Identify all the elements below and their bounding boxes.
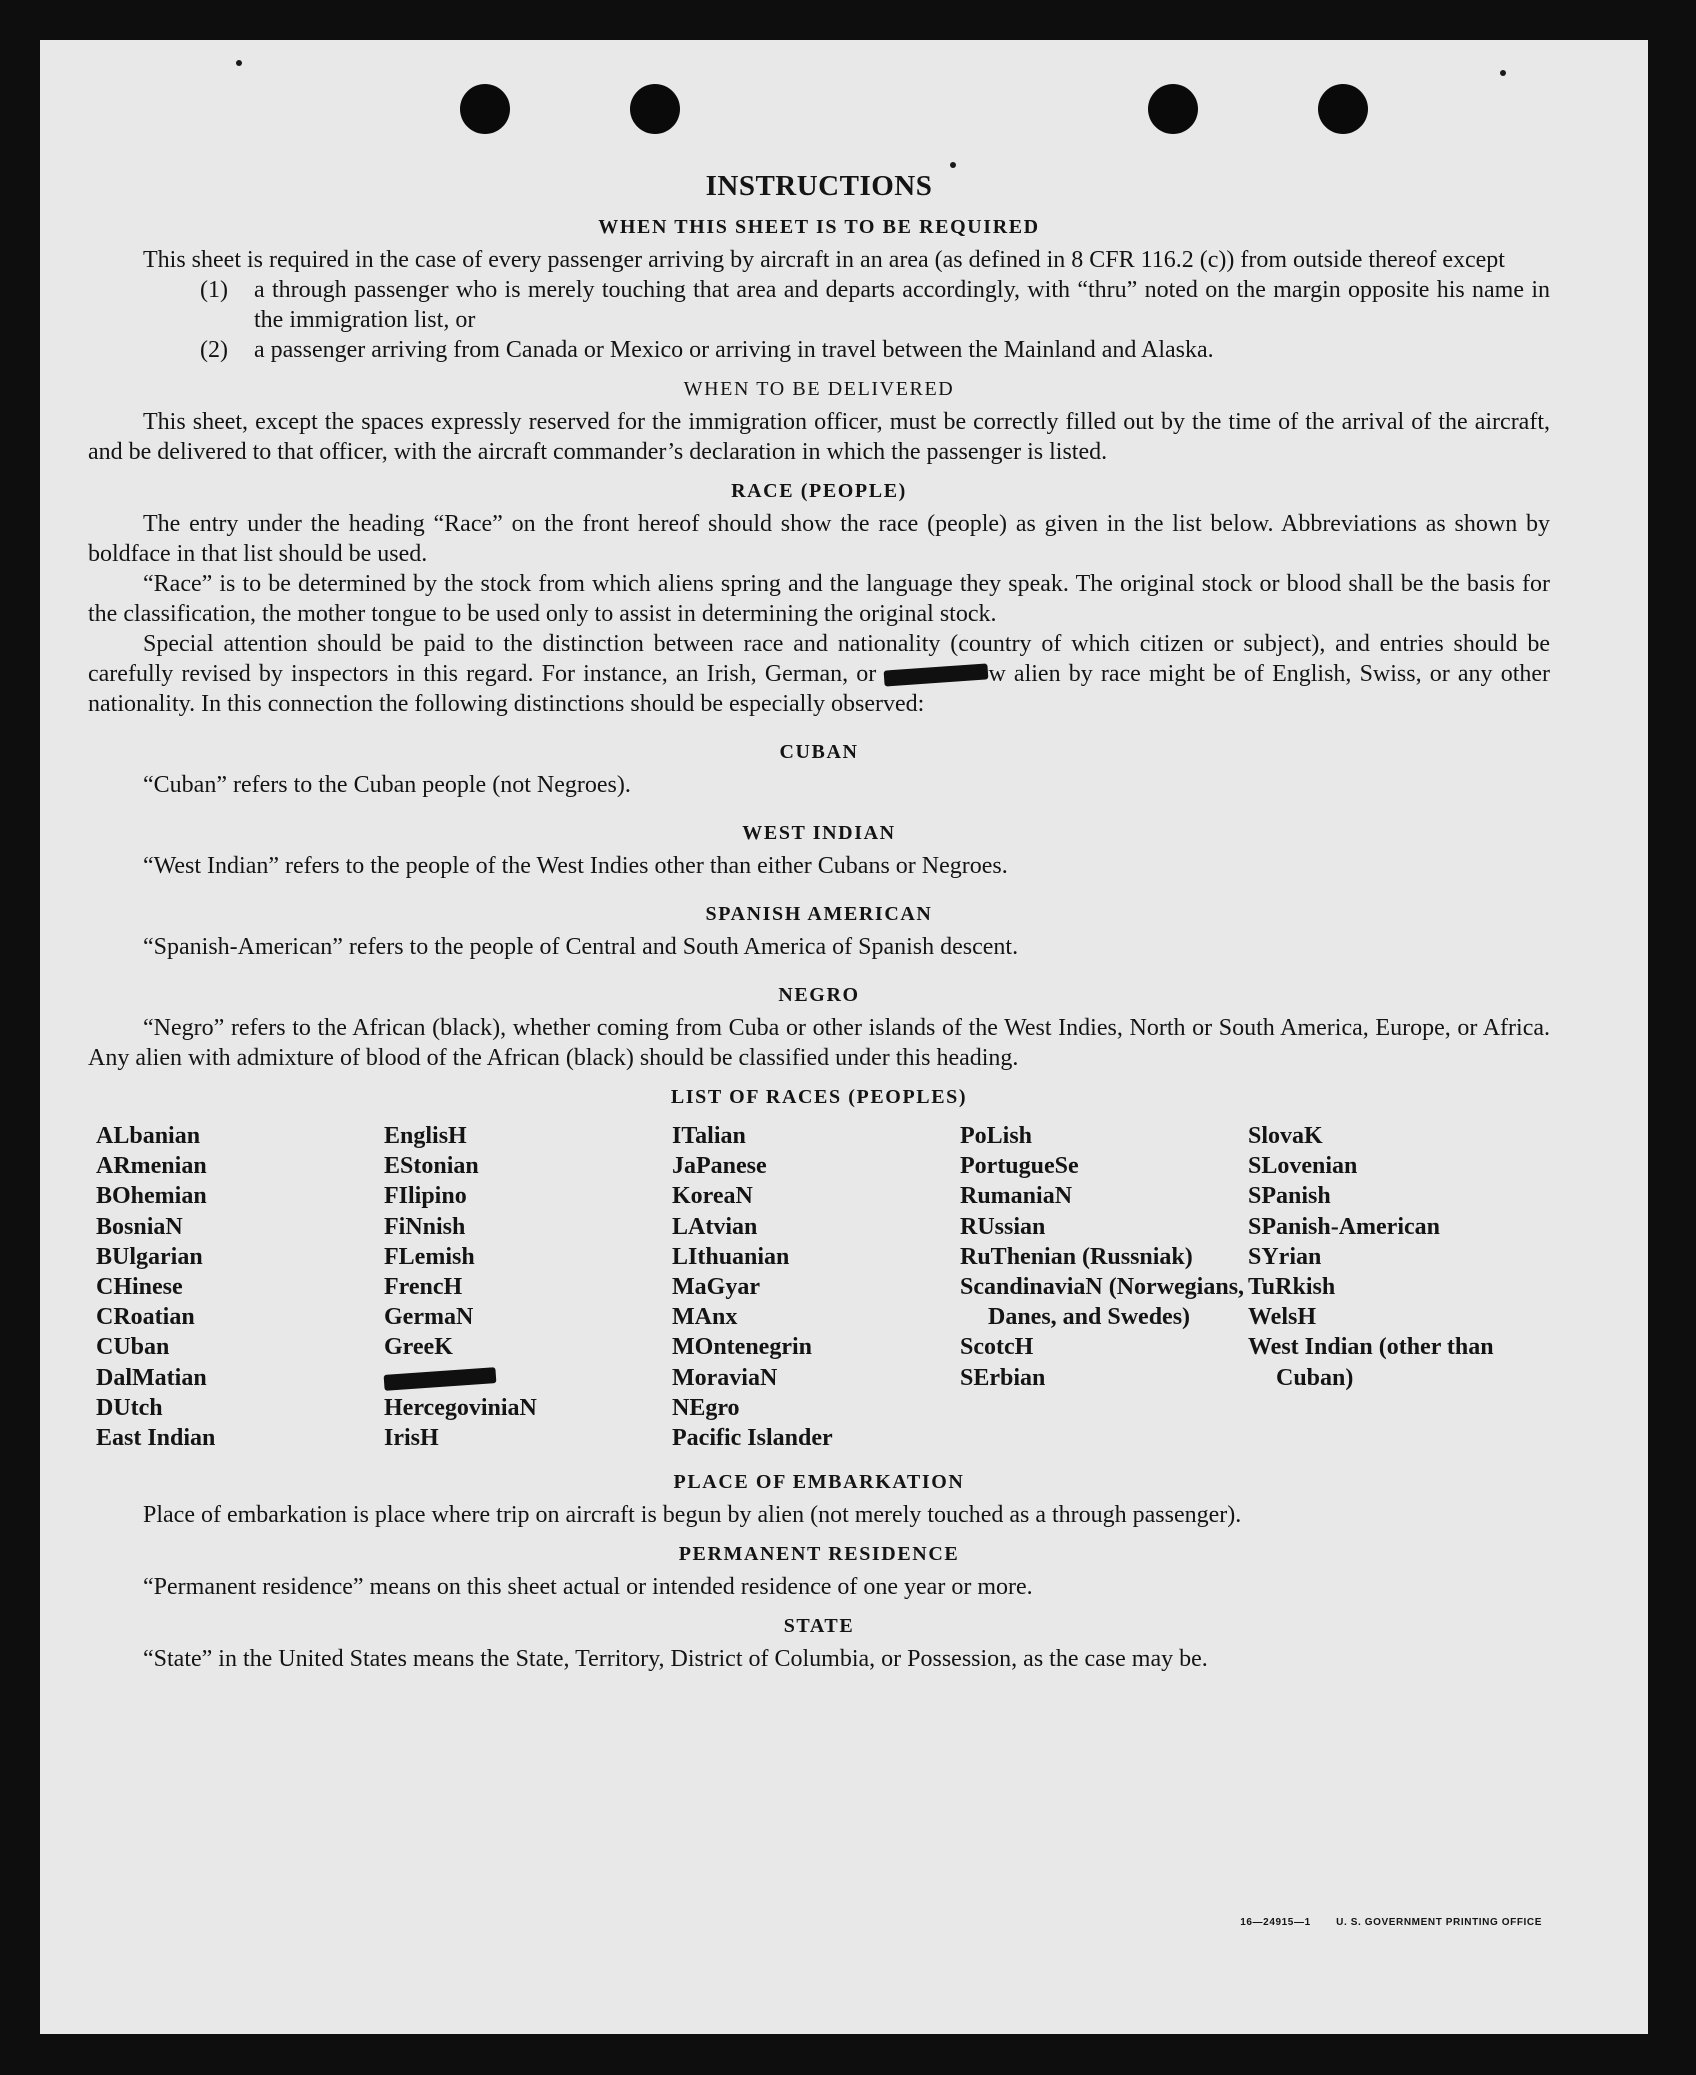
race-column	[384, 1121, 672, 1453]
item-text: a through passenger who is merely touching that area and departs accordingly, with “thru” noted on the margin opposite his name in the immigration list, or	[254, 277, 1550, 333]
race-column	[96, 1121, 384, 1453]
redaction-mark	[884, 664, 989, 687]
section-heading: CUBAN	[779, 741, 859, 763]
race-item: MaGyar	[672, 1274, 760, 1301]
dust-speck	[950, 162, 956, 168]
race-item: JaPanese	[672, 1153, 767, 1180]
punch-hole	[1318, 84, 1368, 134]
section-heading: PLACE OF EMBARKATION	[673, 1471, 965, 1494]
race-item: CHinese	[96, 1274, 183, 1301]
printer-imprint: U. S. GOVERNMENT PRINTING OFFICE	[1336, 1917, 1542, 1928]
race-item: East Indian	[96, 1425, 216, 1452]
race-item: BUlgarian	[96, 1243, 203, 1270]
section-heading: NEGRO	[778, 984, 860, 1006]
paragraph: Place of embarkation is place where trip on aircraft is begun by alien (not merely touched as a through passenger).	[143, 1502, 1242, 1529]
item-number: (1)	[200, 277, 228, 303]
section-heading: PERMANENT RESIDENCE	[678, 1543, 960, 1566]
race-item: ScandinaviaN (Norwegians, Danes, and Swedes)	[960, 1274, 1245, 1331]
section-heading: WEST INDIAN	[742, 822, 896, 844]
race-item: HercegoviniaN	[384, 1394, 537, 1421]
instructions-body	[88, 170, 1550, 1674]
item-number: (2)	[200, 337, 228, 363]
race-column	[1248, 1121, 1536, 1453]
race-item: IrisH	[384, 1425, 439, 1452]
race-item: RUssian	[960, 1213, 1046, 1240]
race-list	[96, 1121, 1550, 1453]
race-item: SPanish-American	[1248, 1213, 1440, 1240]
redaction-mark	[384, 1367, 497, 1391]
race-item: MOntenegrin	[672, 1334, 812, 1361]
paragraph: “Negro” refers to the African (black), whether coming from Cuba or other islands of the West Indies, North or South America, Europe, or Africa. Any alien with admixture of blood of the African (black) should be classified under this heading.	[88, 1015, 1550, 1071]
race-column	[960, 1121, 1248, 1453]
list-item	[200, 335, 1550, 365]
paragraph: “Cuban” refers to the Cuban people (not Negroes).	[143, 772, 631, 798]
paragraph: This sheet is required in the case of every passenger arriving by aircraft in an area (as defined in 8 CFR 116.2 (c)) from outside thereof except	[143, 247, 1505, 273]
race-item: DalMatian	[96, 1364, 207, 1391]
race-item: FiNnish	[384, 1213, 466, 1240]
item-text: a passenger arriving from Canada or Mexico or arriving in travel between the Mainland and Alaska.	[254, 337, 1214, 363]
race-item: LAtvian	[672, 1213, 758, 1240]
race-item: BOhemian	[96, 1183, 207, 1210]
form-code: 16—24915—1	[1240, 1917, 1311, 1928]
page-title: INSTRUCTIONS	[705, 170, 933, 202]
race-item: FIlipino	[384, 1183, 467, 1210]
punch-hole	[1148, 84, 1198, 134]
race-item: EnglisH	[384, 1123, 467, 1149]
race-item: ARmenian	[96, 1153, 207, 1180]
race-item: SlovaK	[1248, 1123, 1323, 1149]
race-item: MoraviaN	[672, 1364, 778, 1391]
race-item: TuRkish	[1248, 1274, 1336, 1301]
race-item: PortugueSe	[960, 1153, 1079, 1180]
race-item: ITalian	[672, 1123, 746, 1149]
print-footer	[1240, 1917, 1542, 1928]
race-item: SYrian	[1248, 1243, 1322, 1270]
race-item: RumaniaN	[960, 1183, 1073, 1210]
section-heading: SPANISH AMERICAN	[705, 903, 933, 925]
race-item: KoreaN	[672, 1183, 753, 1210]
race-item: PoLish	[960, 1123, 1033, 1149]
race-item: West Indian (other than Cuban)	[1248, 1334, 1494, 1391]
race-column	[672, 1121, 960, 1453]
race-item: DUtch	[96, 1394, 163, 1421]
paragraph-text: w alien by race might be of English, Swiss, or any other nationality. In this connection the following distinctions should be especially observed:	[88, 661, 1551, 717]
race-item-redacted	[384, 1363, 672, 1393]
race-item: LIthuanian	[672, 1243, 790, 1270]
race-item: RuThenian (Russniak)	[960, 1243, 1193, 1270]
race-item: Pacific Islander	[672, 1425, 833, 1452]
paragraph: “Spanish-American” refers to the people of Central and South America of Spanish descent.	[143, 934, 1019, 960]
punch-hole	[630, 84, 680, 134]
paragraph: This sheet, except the spaces expressly reserved for the immigration officer, must be correctly filled out by the time of the arrival of the aircraft, and be delivered to that officer, with the aircraft commander’s declaration in which the passenger is listed.	[88, 409, 1550, 465]
race-item: CRoatian	[96, 1304, 195, 1331]
paragraph-text: Special attention should be paid to the distinction between race and nationality (country of which citizen or subject), and entries should be carefully revised by inspectors in this regard. For instance, an Irish, German, or	[88, 631, 1550, 687]
paragraph	[88, 629, 1550, 719]
section-heading: WHEN THIS SHEET IS TO BE REQUIRED	[598, 216, 1040, 238]
race-item: ScotcH	[960, 1334, 1034, 1361]
race-item: NEgro	[672, 1394, 740, 1421]
dust-speck	[236, 60, 242, 66]
paragraph: The entry under the heading “Race” on the front hereof should show the race (people) as given in the list below. Abbreviations as shown by boldface in that list should be used.	[88, 511, 1550, 567]
race-item: SLovenian	[1248, 1153, 1358, 1180]
race-item: MAnx	[672, 1304, 738, 1331]
race-item: CUban	[96, 1334, 170, 1361]
race-item: SErbian	[960, 1364, 1046, 1391]
race-item: EStonian	[384, 1153, 479, 1180]
section-heading: WHEN TO BE DELIVERED	[683, 378, 955, 400]
race-item: FLemish	[384, 1243, 475, 1270]
race-item: GermaN	[384, 1304, 474, 1331]
list-item	[200, 275, 1550, 335]
race-item: GreeK	[384, 1334, 453, 1361]
document-page	[40, 40, 1648, 2034]
punch-hole	[460, 84, 510, 134]
paragraph: “Permanent residence” means on this sheet actual or intended residence of one year or more.	[143, 1574, 1033, 1601]
paragraph: “Race” is to be determined by the stock from which aliens spring and the language they speak. The original stock or blood shall be the basis for the classification, the mother tongue to be used only to assist in determining the original stock.	[88, 571, 1550, 627]
race-item: FrencH	[384, 1274, 463, 1301]
race-item: BosniaN	[96, 1213, 183, 1240]
section-heading: LIST OF RACES (PEOPLES)	[670, 1086, 968, 1108]
section-heading: STATE	[783, 1615, 855, 1638]
race-item: SPanish	[1248, 1183, 1331, 1210]
paragraph: “State” in the United States means the State, Territory, District of Columbia, or Possession, as the case may be.	[143, 1646, 1208, 1673]
race-item: WelsH	[1248, 1304, 1317, 1331]
dust-speck	[1500, 70, 1506, 76]
race-item: ALbanian	[96, 1123, 201, 1149]
paragraph: “West Indian” refers to the people of the West Indies other than either Cubans or Negroes.	[143, 853, 1008, 879]
section-heading: RACE (PEOPLE)	[731, 480, 907, 502]
